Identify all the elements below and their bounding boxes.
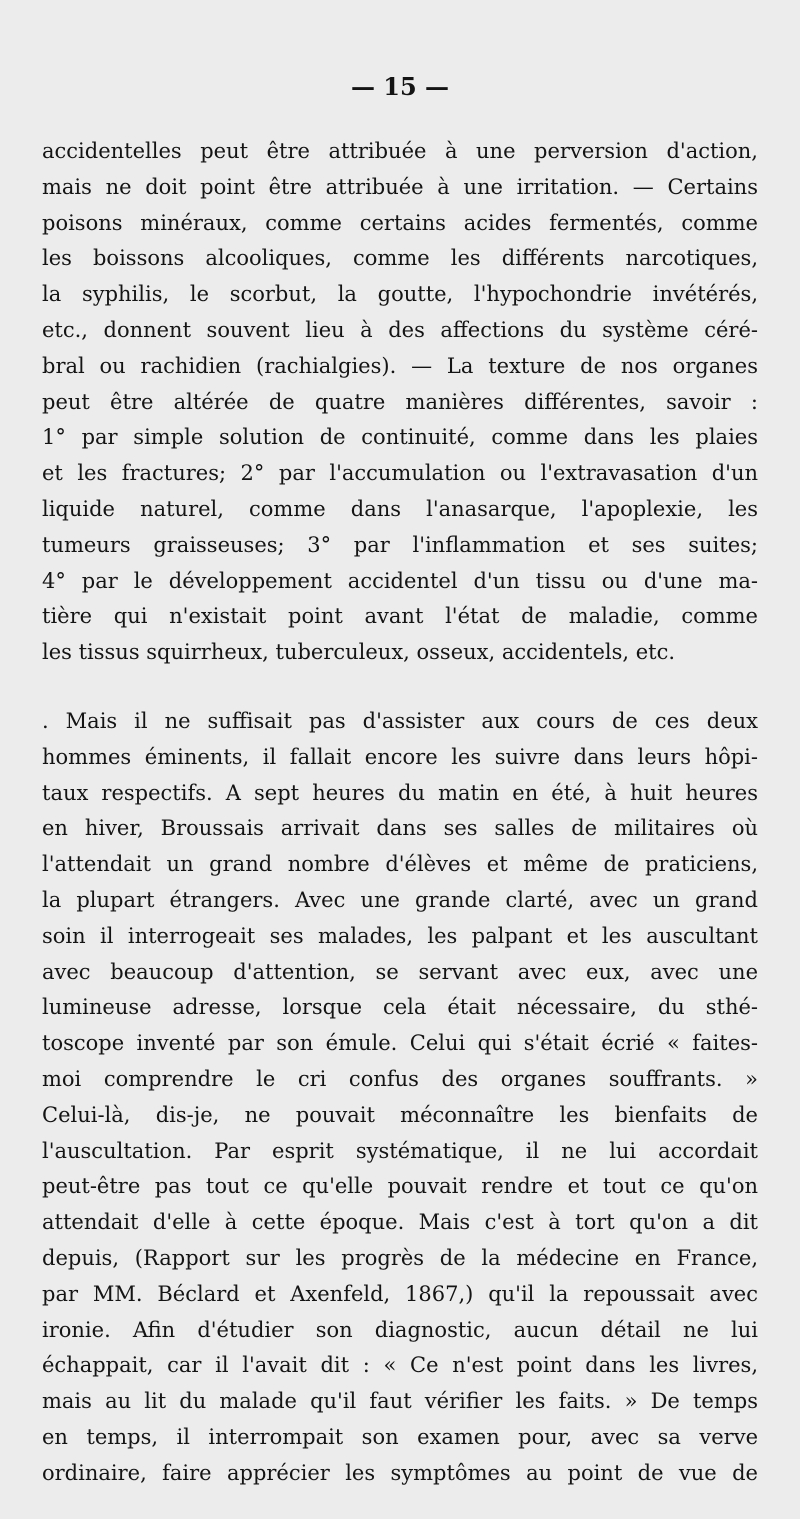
- text-line: les tissus squirrheux, tuberculeux, osseux, accidentels, etc.: [42, 640, 676, 665]
- text-line: et les fractures; 2° par l'accumulation ou l'extravasation d'un: [42, 461, 758, 486]
- text-line: peut être altérée de quatre manières différentes, savoir :: [42, 389, 758, 414]
- text-line: en hiver, Broussais arrivait dans ses salles de militaires où: [42, 816, 758, 841]
- text-line: moi comprendre le cri confus des organes souffrants. »: [42, 1066, 758, 1091]
- text-line: taux respectifs. A sept heures du matin en été, à huit heures: [42, 780, 758, 805]
- text-line: les boissons alcooliques, comme les différents narcotiques,: [42, 246, 758, 271]
- text-line: avec beaucoup d'attention, se servant avec eux, avec une: [42, 959, 758, 984]
- text-line: l'auscultation. Par esprit systématique, il ne lui accordait: [42, 1138, 758, 1163]
- text-line: Celui-là, dis-je, ne pouvait méconnaître les bienfaits de: [42, 1102, 758, 1127]
- text-line: depuis, (Rapport sur les progrès de la médecine en France,: [42, 1245, 758, 1270]
- text-line: hommes éminents, il fallait encore les suivre dans leurs hôpi-: [42, 744, 758, 769]
- text-line: accidentelles peut être attribuée à une perversion d'action,: [42, 139, 758, 163]
- text-line: ironie. Afin d'étudier son diagnostic, aucun détail ne lui: [42, 1317, 758, 1342]
- text-line: par MM. Béclard et Axenfeld, 1867,) qu'il la repoussait avec: [42, 1281, 758, 1306]
- paragraph-1: [42, 134, 758, 671]
- text-line: liquide naturel, comme dans l'anasarque, l'apoplexie, les: [42, 496, 758, 521]
- text-line: échappait, car il l'avait dit : « Ce n'est point dans les livres,: [42, 1353, 758, 1378]
- text-line: tumeurs graisseuses; 3° par l'inflammation et ses suites;: [42, 532, 758, 557]
- paragraph-2: [42, 704, 758, 1492]
- text-line: la syphilis, le scorbut, la goutte, l'hypochondrie invétérés,: [42, 282, 758, 307]
- text-line: 1° par simple solution de continuité, comme dans les plaies: [42, 425, 758, 450]
- page-number: — 15 —: [350, 72, 450, 101]
- text-line: ordinaire, faire apprécier les symptômes au point de vue de: [42, 1460, 758, 1485]
- text-line: en temps, il interrompait son examen pour, avec sa verve: [42, 1424, 758, 1449]
- text-line: tière qui n'existait point avant l'état de maladie, comme: [42, 604, 758, 629]
- text-line: poisons minéraux, comme certains acides fermentés, comme: [42, 210, 758, 235]
- text-line: mais au lit du malade qu'il faut vérifier les faits. » De temps: [42, 1389, 758, 1414]
- text-line: soin il interrogeait ses malades, les palpant et les auscultant: [42, 923, 758, 948]
- text-line: peut-être pas tout ce qu'elle pouvait rendre et tout ce qu'on: [42, 1174, 758, 1199]
- text-line: 4° par le développement accidentel d'un tissu ou d'une ma-: [42, 568, 758, 593]
- text-line: . Mais il ne suffisait pas d'assister aux cours de ces deux: [42, 709, 758, 733]
- text-line: attendait d'elle à cette époque. Mais c'est à tort qu'on a dit: [42, 1210, 758, 1235]
- text-line: toscope inventé par son émule. Celui qui s'était écrié « faites-: [42, 1031, 758, 1056]
- text-line: mais ne doit point être attribuée à une irritation. — Certains: [42, 174, 758, 199]
- text-line: la plupart étrangers. Avec une grande clarté, avec un grand: [42, 887, 758, 912]
- text-line: etc., donnent souvent lieu à des affections du système céré-: [42, 317, 758, 342]
- text-line: bral ou rachidien (rachialgies). — La texture de nos organes: [42, 353, 758, 378]
- text-line: l'attendait un grand nombre d'élèves et même de praticiens,: [42, 852, 758, 877]
- text-line: lumineuse adresse, lorsque cela était nécessaire, du sthé-: [42, 995, 758, 1020]
